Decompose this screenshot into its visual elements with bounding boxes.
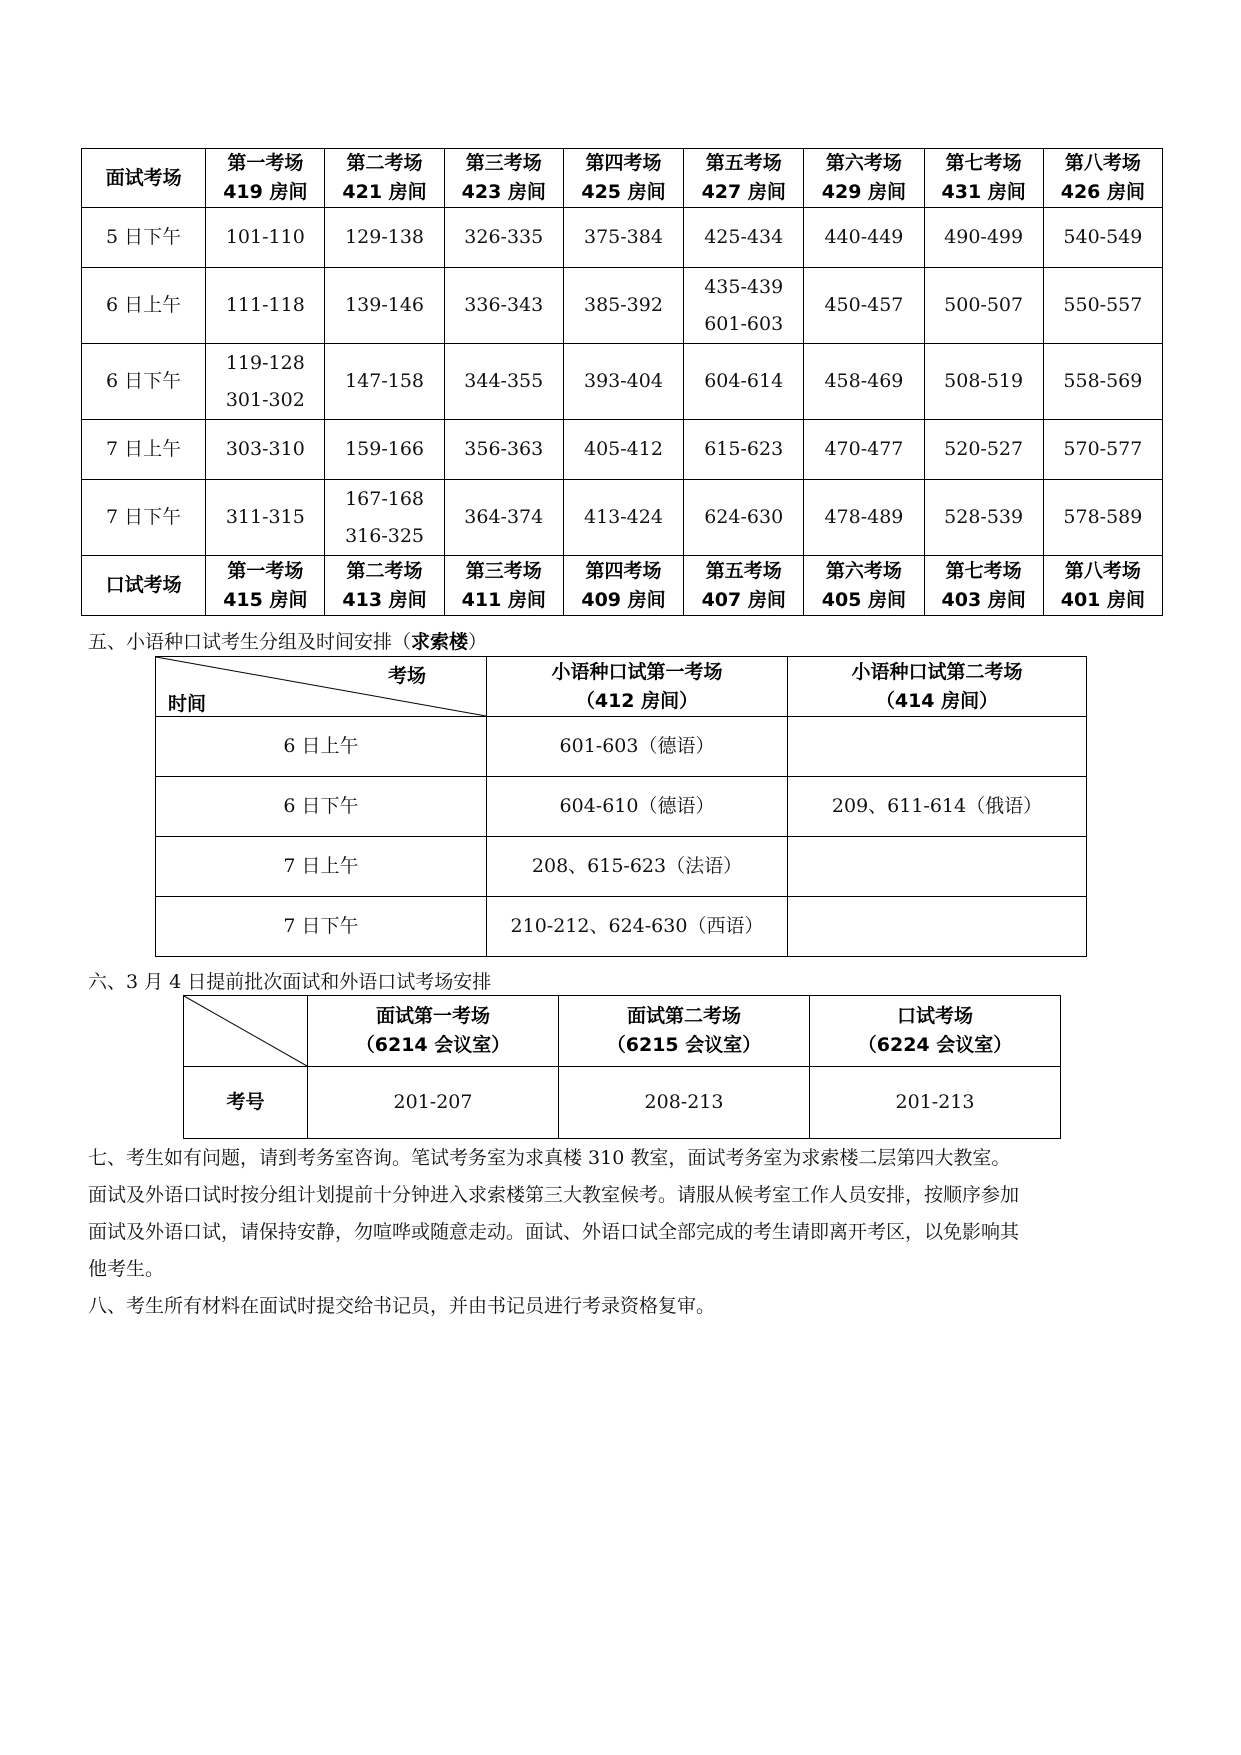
candidate-range-cell: 209、611-614（俄语）	[788, 777, 1087, 837]
candidate-range-cell	[444, 268, 563, 344]
interview-room-header: 第二考场 421 房间	[325, 149, 444, 208]
early-batch-room-header: 口试考场 （6224 会议室）	[810, 996, 1061, 1067]
candidate-range-cell: 210-212、624-630（西语）	[487, 897, 788, 957]
candidate-range: 450-457	[824, 294, 904, 316]
candidate-range: 604-614	[704, 370, 784, 392]
candidate-range-cell	[325, 480, 444, 556]
candidate-range: 311-315	[225, 506, 305, 528]
candidate-range-cell	[206, 480, 325, 556]
candidate-range-cell	[444, 420, 563, 480]
candidate-range: 570-577	[1063, 438, 1143, 460]
corner-label-top: 考场	[388, 665, 427, 687]
candidate-range: 167-168	[345, 487, 425, 510]
interview-header-row	[82, 149, 1163, 208]
candidate-range-cell	[684, 480, 804, 556]
table-row	[156, 837, 1087, 897]
section5-title: 五、小语种口试考生分组及时间安排（求索楼）	[88, 631, 488, 653]
candidate-range-cell	[684, 420, 804, 480]
candidate-range-cell	[325, 344, 444, 420]
candidate-range-cell	[325, 268, 444, 344]
time-cell: 6 日下午	[156, 777, 487, 837]
candidate-range: 601-603	[704, 312, 784, 335]
section6-title: 六、3 月 4 日提前批次面试和外语口试考场安排	[88, 971, 492, 993]
early-batch-header-row	[184, 996, 1061, 1067]
candidate-range-cell	[804, 480, 924, 556]
minor-language-oral-table	[155, 656, 1087, 957]
candidate-range: 101-110	[225, 226, 305, 248]
table-row	[82, 268, 1163, 344]
table-row	[156, 897, 1087, 957]
candidate-range: 301-302	[225, 388, 305, 411]
candidate-range-cell: 201-213	[810, 1067, 1061, 1139]
candidate-range-cell	[206, 208, 325, 268]
candidate-range-cell	[684, 208, 804, 268]
candidate-range: 326-335	[464, 226, 544, 248]
candidate-range: 615-623	[704, 438, 784, 460]
candidate-range: 364-374	[464, 506, 544, 528]
candidate-number-label: 考号	[184, 1067, 308, 1139]
candidate-range: 344-355	[464, 370, 544, 392]
candidate-range-cell	[804, 344, 924, 420]
oral-header-row	[82, 556, 1163, 616]
table-row	[156, 717, 1087, 777]
table-row	[82, 344, 1163, 420]
candidate-range-cell	[924, 268, 1043, 344]
candidate-range: 405-412	[584, 438, 663, 460]
candidate-range-cell	[804, 420, 924, 480]
interview-room-header: 第四考场 425 房间	[563, 149, 683, 208]
candidate-range: 159-166	[345, 438, 425, 460]
candidate-range-cell	[924, 420, 1043, 480]
candidate-range-cell	[1043, 480, 1162, 556]
interview-room-header: 第六考场 429 房间	[804, 149, 924, 208]
candidate-range-cell	[684, 344, 804, 420]
minor-language-header-row	[156, 657, 1087, 717]
table-row	[184, 1067, 1061, 1139]
candidate-range: 458-469	[824, 370, 904, 392]
candidate-range: 413-424	[584, 506, 663, 528]
candidate-range: 478-489	[824, 506, 904, 528]
candidate-range-cell: 601-603（德语）	[487, 717, 788, 777]
candidate-range: 440-449	[824, 226, 904, 248]
candidate-range-cell	[788, 837, 1087, 897]
interview-room-header: 第五考场 427 房间	[684, 149, 804, 208]
candidate-range: 435-439	[704, 275, 784, 298]
interview-room-header: 第三考场 423 房间	[444, 149, 563, 208]
candidate-range-cell	[684, 268, 804, 344]
candidate-range: 425-434	[704, 226, 784, 248]
section7-line-2: 面试及外语口试时按分组计划提前十分钟进入求索楼第三大教室候考。请服从候考室工作人员安排，按顺序参加	[88, 1184, 1020, 1206]
section7-line-3: 面试及外语口试，请保持安静，勿喧哗或随意走动。面试、外语口试全部完成的考生请即离开考区，以免影响其	[88, 1221, 1020, 1243]
section7-line-4: 他考生。	[88, 1258, 165, 1280]
diagonal-header-cell	[156, 657, 487, 717]
candidate-range-cell	[444, 344, 563, 420]
table-row	[82, 480, 1163, 556]
interview-schedule-body	[82, 208, 1163, 556]
candidate-range-cell	[1043, 420, 1162, 480]
candidate-range: 470-477	[824, 438, 904, 460]
candidate-range: 520-527	[944, 438, 1024, 460]
section7-line-1: 七、考生如有问题，请到考务室咨询。笔试考务室为求真楼 310 教室，面试考务室为求索楼二层第四大教室。	[88, 1147, 1011, 1169]
oral-room-header: 第一考场 415 房间	[206, 556, 325, 616]
candidate-range-cell	[206, 420, 325, 480]
candidate-range-cell	[804, 268, 924, 344]
candidate-range-cell	[1043, 208, 1162, 268]
candidate-range: 316-325	[345, 524, 425, 547]
candidate-range-cell	[924, 480, 1043, 556]
time-cell: 5 日下午	[82, 208, 206, 268]
table-row	[82, 420, 1163, 480]
candidate-range: 558-569	[1063, 370, 1143, 392]
candidate-range-cell	[804, 208, 924, 268]
candidate-range: 336-343	[464, 294, 544, 316]
candidate-range: 356-363	[464, 438, 544, 460]
time-cell: 7 日下午	[156, 897, 487, 957]
candidate-range: 540-549	[1063, 226, 1143, 248]
oral-header-label: 口试考场	[82, 556, 206, 616]
early-batch-table	[183, 995, 1061, 1139]
candidate-range-cell	[444, 208, 563, 268]
interview-room-header: 第一考场 419 房间	[206, 149, 325, 208]
candidate-range: 624-630	[704, 506, 784, 528]
candidate-range-cell: 201-207	[308, 1067, 559, 1139]
table-row	[82, 208, 1163, 268]
early-batch-room-header: 面试第二考场 （6215 会议室）	[559, 996, 810, 1067]
candidate-range-cell	[563, 420, 683, 480]
interview-header-label: 面试考场	[82, 149, 206, 208]
candidate-range: 500-507	[944, 294, 1024, 316]
candidate-range-cell	[325, 420, 444, 480]
time-cell: 6 日上午	[156, 717, 487, 777]
early-batch-room-header: 面试第一考场 （6214 会议室）	[308, 996, 559, 1067]
candidate-range: 129-138	[345, 226, 425, 248]
interview-schedule-table	[81, 148, 1163, 616]
interview-room-header: 第七考场 431 房间	[924, 149, 1043, 208]
candidate-range-cell	[563, 344, 683, 420]
candidate-range-cell	[788, 717, 1087, 777]
oral-room-header: 第八考场 401 房间	[1043, 556, 1162, 616]
oral-room-header: 第二考场 413 房间	[325, 556, 444, 616]
time-cell: 7 日上午	[82, 420, 206, 480]
candidate-range-cell	[325, 208, 444, 268]
candidate-range: 303-310	[225, 438, 305, 460]
candidate-range: 147-158	[345, 370, 425, 392]
candidate-range: 385-392	[584, 294, 663, 316]
oral-room-header: 第五考场 407 房间	[684, 556, 804, 616]
candidate-range: 508-519	[944, 370, 1024, 392]
diagonal-header-cell	[184, 996, 308, 1067]
candidate-range: 119-128	[225, 351, 305, 374]
candidate-range-cell	[924, 208, 1043, 268]
candidate-range-cell: 208、615-623（法语）	[487, 837, 788, 897]
time-cell: 7 日下午	[82, 480, 206, 556]
minor-language-room-header: 小语种口试第一考场 （412 房间）	[487, 657, 788, 717]
candidate-range: 139-146	[345, 294, 425, 316]
candidate-range-cell	[563, 208, 683, 268]
candidate-range-cell	[206, 344, 325, 420]
interview-room-header: 第八考场 426 房间	[1043, 149, 1162, 208]
section8-text: 八、考生所有材料在面试时提交给书记员，并由书记员进行考录资格复审。	[88, 1295, 716, 1317]
time-cell: 6 日上午	[82, 268, 206, 344]
candidate-range: 111-118	[225, 294, 305, 316]
time-cell: 6 日下午	[82, 344, 206, 420]
corner-label-bottom: 时间	[168, 693, 207, 715]
time-cell: 7 日上午	[156, 837, 487, 897]
oral-room-header: 第七考场 403 房间	[924, 556, 1043, 616]
candidate-range-cell	[444, 480, 563, 556]
minor-language-room-header: 小语种口试第二考场 （414 房间）	[788, 657, 1087, 717]
candidate-range: 528-539	[944, 506, 1024, 528]
candidate-range-cell	[1043, 344, 1162, 420]
candidate-range-cell	[1043, 268, 1162, 344]
oral-room-header: 第四考场 409 房间	[563, 556, 683, 616]
candidate-range-cell	[206, 268, 325, 344]
candidate-range-cell	[788, 897, 1087, 957]
candidate-range: 393-404	[584, 370, 663, 392]
table-row	[156, 777, 1087, 837]
candidate-range-cell: 208-213	[559, 1067, 810, 1139]
candidate-range: 578-589	[1063, 506, 1143, 528]
oral-room-header: 第三考场 411 房间	[444, 556, 563, 616]
candidate-range: 375-384	[584, 226, 663, 248]
oral-room-header: 第六考场 405 房间	[804, 556, 924, 616]
candidate-range-cell	[563, 268, 683, 344]
candidate-range: 550-557	[1063, 294, 1143, 316]
candidate-range-cell	[924, 344, 1043, 420]
diagonal-line	[184, 996, 307, 1066]
candidate-range-cell: 604-610（德语）	[487, 777, 788, 837]
candidate-range-cell	[563, 480, 683, 556]
candidate-range: 490-499	[944, 226, 1024, 248]
